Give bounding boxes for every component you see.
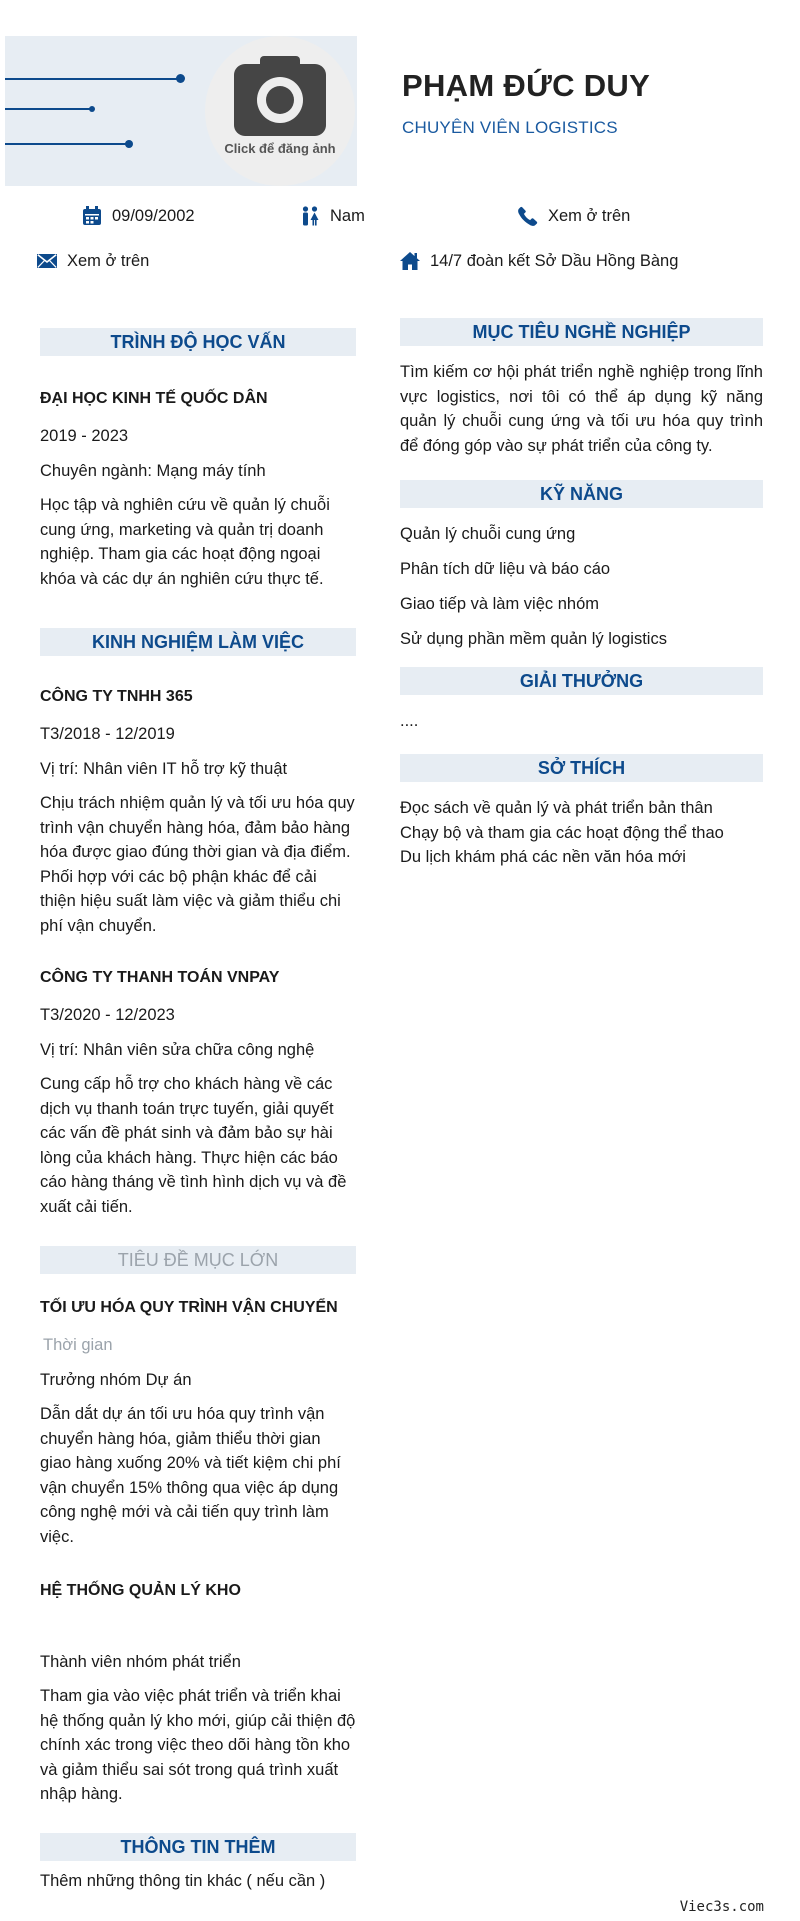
hobby-item: Đọc sách về quản lý và phát triển bản thân bbox=[400, 799, 713, 817]
hobbies-heading: SỞ THÍCH bbox=[400, 754, 763, 782]
skill-item: Sử dụng phần mềm quản lý logistics bbox=[400, 630, 667, 648]
project-1-description: Dẫn dắt dự án tối ưu hóa quy trình vận chuyển hàng hóa, giảm thiểu thời gian giao hàng xuống 20% và tiết kiệm chi phí vận chuyển 15% thông qua việc áp dụng công nghệ mới và cải tiến quy trình làm việc. bbox=[40, 1405, 341, 1546]
objective-heading: MỤC TIÊU NGHỀ NGHIỆP bbox=[400, 318, 763, 346]
contact-address bbox=[400, 251, 678, 271]
objective-text: Tìm kiếm cơ hội phát triển nghề nghiệp trong lĩnh vực logistics, nơi tôi có thể áp dụng kỹ năng quản lý chuỗi cung ứng và tối ưu hóa quy trình để đóng góp vào sự phát triển của công ty. bbox=[400, 363, 763, 455]
photo-upload[interactable] bbox=[205, 36, 355, 186]
project-1-role: Trưởng nhóm Dự án bbox=[40, 1371, 192, 1389]
job-2-description: Cung cấp hỗ trợ cho khách hàng về các dịch vụ thanh toán trực tuyến, giải quyết các vấn đề phát sinh và đảm bảo sự hài lòng của khách hàng. Thực hiện các báo cáo hàng tháng về tình hình dịch vụ và đề xuất cải tiến. bbox=[40, 1075, 347, 1216]
job-1-description: Chịu trách nhiệm quản lý và tối ưu hóa quy trình vận chuyển hàng hóa, đảm bảo hàng hóa được giao đúng thời gian và địa điểm. Phối hợp với các bộ phận khác để cải thiện hiệu suất làm việc và giảm thiểu chi phí vận chuyển. bbox=[40, 794, 355, 935]
email-value: Xem ở trên bbox=[67, 251, 150, 270]
contact-phone bbox=[518, 206, 630, 226]
decor-dot-1 bbox=[176, 74, 185, 83]
job-1-position: Vị trí: Nhân viên IT hỗ trợ kỹ thuật bbox=[40, 760, 288, 778]
skills-heading: KỸ NĂNG bbox=[400, 480, 763, 508]
project-2-description: Tham gia vào việc phát triển và triển khai hệ thống quản lý kho mới, giúp cải thiện độ chính xác trong việc theo dõi hàng tồn kho và giảm thiểu sai sót trong quá trình xuất nhập hàng. bbox=[40, 1687, 356, 1803]
job-2-period: T3/2020 - 12/2023 bbox=[40, 1006, 175, 1024]
extra-heading: THÔNG TIN THÊM bbox=[40, 1833, 356, 1861]
photo-caption[interactable]: Click để đăng ảnh bbox=[224, 141, 336, 156]
hobby-item: Du lịch khám phá các nền văn hóa mới bbox=[400, 848, 686, 866]
decor-line-3 bbox=[5, 143, 129, 145]
skill-item: Giao tiếp và làm việc nhóm bbox=[400, 595, 600, 613]
gender-value: Nam bbox=[330, 206, 365, 225]
skill-item: Quản lý chuỗi cung ứng bbox=[400, 525, 576, 543]
decor-line-2 bbox=[5, 108, 93, 110]
job-2-company: CÔNG TY THANH TOÁN VNPAY bbox=[40, 969, 280, 986]
extra-text: Thêm những thông tin khác ( nếu cần ) bbox=[40, 1872, 326, 1890]
contact-gender bbox=[300, 206, 365, 226]
awards-text: .... bbox=[400, 712, 419, 730]
projects-heading: TIÊU ĐỀ MỤC LỚN bbox=[40, 1246, 356, 1274]
education-major: Chuyên ngành: Mạng máy tính bbox=[40, 462, 266, 480]
envelope-icon bbox=[37, 251, 57, 271]
camera-icon bbox=[234, 56, 326, 136]
education-description: Học tập và nghiên cứu về quản lý chuỗi cung ứng, marketing và quản trị doanh nghiệp. Tham gia các hoạt động ngoại khóa và các dự án nghiên cứu thực tế. bbox=[40, 496, 330, 588]
skill-item: Phân tích dữ liệu và báo cáo bbox=[400, 560, 611, 578]
phone-icon bbox=[518, 206, 538, 226]
decor-dot-3 bbox=[125, 140, 133, 148]
job-title: CHUYÊN VIÊN LOGISTICS bbox=[402, 118, 618, 137]
hobby-item: Chạy bộ và tham gia các hoạt động thể thao bbox=[400, 824, 724, 842]
decor-line-1 bbox=[5, 78, 181, 80]
contact-birthday bbox=[82, 206, 195, 226]
decor-dot-2 bbox=[89, 106, 95, 112]
project-2-title: HỆ THỐNG QUẢN LÝ KHO bbox=[40, 1582, 241, 1599]
gender-icon bbox=[300, 206, 320, 226]
calendar-icon bbox=[82, 206, 102, 226]
address-value: 14/7 đoàn kết Sở Dầu Hồng Bàng bbox=[430, 251, 679, 270]
project-2-role: Thành viên nhóm phát triển bbox=[40, 1653, 241, 1671]
job-2-position: Vị trí: Nhân viên sửa chữa công nghệ bbox=[40, 1041, 315, 1059]
education-period: 2019 - 2023 bbox=[40, 427, 129, 445]
education-heading: TRÌNH ĐỘ HỌC VẤN bbox=[40, 328, 356, 356]
project-1-title: TỐI ƯU HÓA QUY TRÌNH VẬN CHUYỂN bbox=[40, 1299, 338, 1316]
awards-heading: GIẢI THƯỞNG bbox=[400, 667, 763, 695]
experience-heading: KINH NGHIỆM LÀM VIỆC bbox=[40, 628, 356, 656]
phone-value: Xem ở trên bbox=[548, 206, 631, 225]
birthday-value: 09/09/2002 bbox=[112, 206, 195, 225]
project-1-time: Thời gian bbox=[43, 1336, 113, 1354]
education-school: ĐẠI HỌC KINH TẾ QUỐC DÂN bbox=[40, 390, 268, 407]
candidate-name: PHẠM ĐỨC DUY bbox=[402, 68, 651, 103]
home-icon bbox=[400, 251, 420, 271]
job-1-company: CÔNG TY TNHH 365 bbox=[40, 688, 193, 705]
contact-email bbox=[37, 251, 149, 271]
footer-brand[interactable]: Viec3s.com bbox=[679, 1899, 764, 1915]
job-1-period: T3/2018 - 12/2019 bbox=[40, 725, 175, 743]
